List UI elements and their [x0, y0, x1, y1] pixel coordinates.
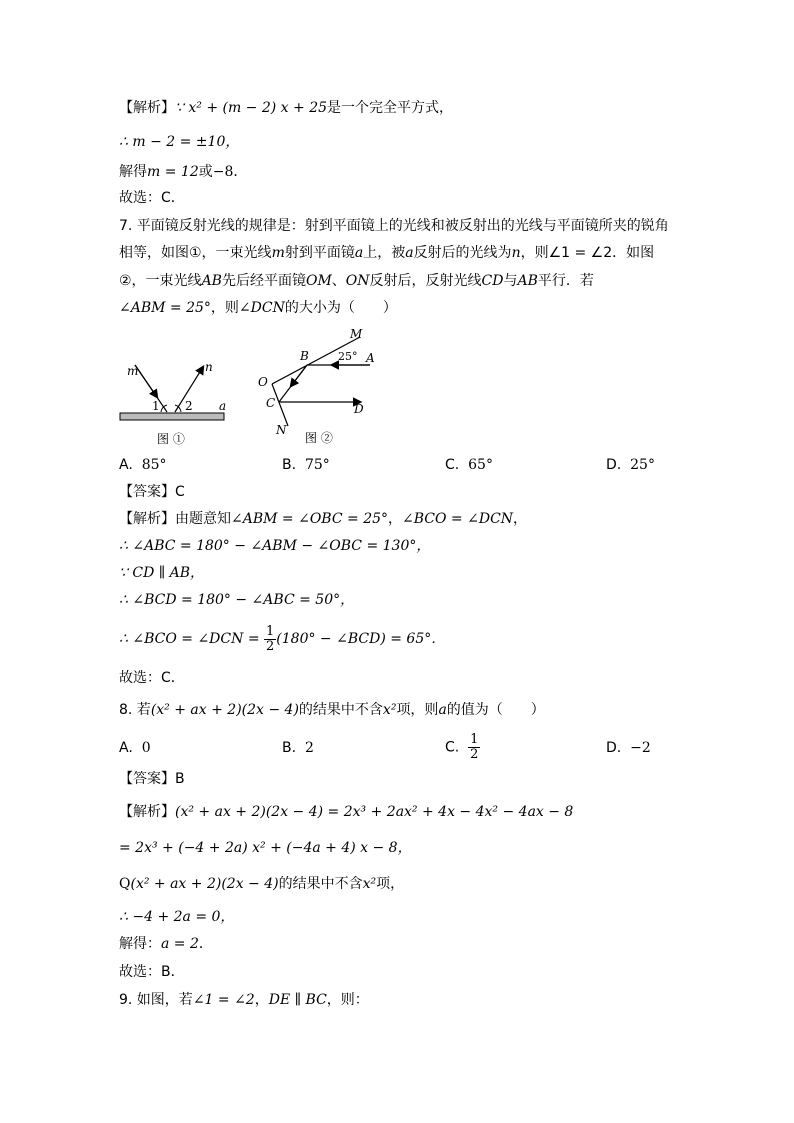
q8-solution-line-4: ∴ −4 + 2a = 0，	[119, 909, 235, 925]
text: ，则：	[326, 992, 369, 1008]
option-letter: B.	[282, 457, 297, 473]
math-expression: ∠ABM = ∠OBC = 25°	[231, 511, 389, 527]
q8-answer-choice: 故选：B．	[119, 964, 185, 980]
q7-stem-line-1: 7. 平面镜反射光线的规律是：射到平面镜上的光线和被反射出的光线与平面镜所夹的锐角	[119, 218, 669, 234]
q7-stem-line-4	[119, 298, 397, 318]
math-expression: (x² + ax + 2)(2x − 4) = 2x³ + 2ax² + 4x − 4x² − 4ax − 8	[175, 804, 574, 820]
text: ，	[254, 992, 269, 1008]
text: ，则∠1 = ∠2．如图	[520, 245, 655, 261]
text: 先后经平面镜	[221, 273, 306, 289]
option-value: 25°	[630, 457, 655, 473]
q9-stem	[119, 990, 369, 1010]
q8-option-b[interactable]	[282, 738, 314, 758]
q7-option-c[interactable]	[445, 455, 493, 475]
figure-2-caption: 图 ②	[305, 431, 333, 445]
q8-option-d[interactable]	[606, 738, 651, 758]
q7-solution-line-2: ∴ ∠ABC = 180° − ∠ABM − ∠OBC = 130°，	[119, 538, 431, 554]
q8-option-c[interactable]	[445, 733, 480, 762]
q7-solution-line-3: ∵ CD ∥ AB，	[119, 565, 205, 581]
prev-answer-choice: 故选：C．	[119, 190, 185, 206]
q7-answer: 【答案】C	[119, 484, 185, 500]
label-B: B	[300, 349, 309, 363]
fraction-one-half	[264, 625, 276, 654]
label-n: n	[205, 360, 213, 374]
numerator: 1	[470, 732, 479, 747]
solution-tag: 【解析】	[119, 100, 175, 116]
label-D: D	[354, 402, 364, 416]
math-expression: ∠DCN	[238, 300, 285, 316]
denominator: 2	[266, 638, 275, 654]
q7-option-b[interactable]	[282, 455, 330, 475]
numerator: 1	[266, 623, 275, 639]
q7-option-d[interactable]	[606, 455, 655, 475]
text: 解得：	[119, 936, 161, 952]
math-expression: AB	[517, 273, 538, 289]
math-expression: ∵ x² + (m − 2) x + 25	[175, 100, 328, 116]
figure-1-caption: 图 ①	[157, 432, 185, 446]
math-expression: ∠ABM = 25°	[119, 300, 211, 316]
q7-solution-line-5	[119, 622, 445, 656]
q8-solution-line-2: = 2x³ + (−4 + 2a) x² + (−4a + 4) x − 8，	[119, 840, 412, 856]
text: ．	[198, 936, 213, 952]
label-N: N	[276, 423, 287, 437]
q7-stem-line-3	[119, 271, 594, 291]
math-expression: OM	[305, 273, 332, 289]
fraction-one-half	[468, 733, 480, 762]
math-expression: (180° − ∠BCD) = 65°．	[276, 631, 446, 647]
math-expression: a	[438, 702, 447, 718]
text: 的结果中不含	[298, 702, 383, 718]
option-letter: A.	[119, 457, 133, 473]
text: ，	[388, 511, 403, 527]
math-expression: ∠1 = ∠2	[192, 992, 255, 1008]
option-letter: C.	[445, 457, 460, 473]
math-expression: m	[271, 245, 285, 261]
option-letter: A.	[119, 740, 133, 756]
denominator: 2	[470, 747, 479, 762]
label-1: 1	[152, 399, 160, 413]
math-expression: (x² + ax + 2)(2x − 4)	[130, 876, 279, 892]
option-letter: C.	[445, 739, 460, 756]
prev-solution-line-1	[119, 98, 453, 118]
math-expression: x²	[362, 876, 377, 892]
text: 由题意知	[175, 511, 231, 527]
option-value: 75°	[304, 457, 330, 473]
text: ，	[513, 511, 528, 527]
text: ②，一束光线	[119, 273, 202, 289]
option-value: 2	[304, 740, 314, 756]
math-expression: n	[511, 245, 521, 261]
option-value: −2	[630, 740, 651, 756]
text: 与	[503, 273, 518, 289]
option-value: 0	[141, 740, 151, 756]
text: 上，被	[363, 245, 406, 261]
math-expression: −8．	[212, 164, 248, 180]
text: 项，则	[396, 702, 439, 718]
solution-tag: 【解析】	[119, 511, 175, 527]
math-expression: AB	[201, 273, 222, 289]
q8-solution-line-3	[119, 874, 404, 894]
because-symbol: Q	[119, 876, 131, 892]
q8-solution-line-1	[119, 802, 573, 822]
math-expression: (x² + ax + 2)(2x − 4)	[150, 702, 299, 718]
text: 相等，如图①，一束光线	[119, 245, 272, 261]
text: 、	[331, 273, 346, 289]
option-letter: D.	[606, 740, 622, 756]
q8-stem	[119, 700, 545, 720]
q7-solution-line-4: ∴ ∠BCD = 180° − ∠ABC = 50°，	[119, 592, 355, 608]
q8-answer: 【答案】B	[119, 771, 185, 787]
label-C: C	[266, 396, 276, 410]
text: 9. 如图，若	[119, 992, 193, 1008]
mirror-a	[120, 413, 224, 420]
label-m: m	[127, 364, 139, 378]
option-value: 85°	[141, 457, 167, 473]
math-expression: ON	[345, 273, 370, 289]
q7-answer-choice: 故选：C．	[119, 670, 185, 686]
label-O: O	[258, 375, 268, 389]
label-M: M	[350, 327, 363, 341]
q8-solution-line-5	[119, 934, 213, 954]
text: 射到平面镜	[284, 245, 355, 261]
text: 8. 若	[119, 702, 151, 718]
math-expression: a	[354, 245, 364, 261]
label-a: a	[219, 399, 227, 413]
text: 是一个完全平方式，	[327, 100, 454, 116]
text: 的结果中不含	[278, 876, 363, 892]
text: ，则	[210, 300, 239, 316]
prev-solution-line-3	[119, 162, 247, 182]
q7-stem-line-2	[119, 243, 654, 263]
text: 的值为（ ）	[446, 702, 545, 718]
math-expression: ∴ ∠BCO = ∠DCN =	[119, 631, 260, 647]
prev-solution-line-2: ∴ m − 2 = ±10，	[119, 134, 240, 150]
text: 平行．若	[537, 273, 594, 289]
q7-option-a[interactable]	[119, 455, 167, 475]
text: 反射后的光线为	[413, 245, 512, 261]
ray-bc-arrow	[291, 365, 307, 386]
text: 反射后，反射光线	[369, 273, 482, 289]
q7-solution-line-1	[119, 509, 527, 529]
solution-tag: 【解析】	[119, 804, 175, 820]
math-expression: a = 2	[161, 936, 199, 952]
text: 的大小为（ ）	[284, 300, 397, 316]
math-expression: CD	[481, 273, 504, 289]
option-letter: B.	[282, 740, 297, 756]
q8-option-a[interactable]	[119, 738, 151, 758]
text: 或	[198, 164, 213, 180]
label-A: A	[366, 351, 375, 365]
math-expression: x²	[382, 702, 397, 718]
option-value: 65°	[468, 457, 493, 473]
math-expression: DE ∥ BC	[268, 992, 327, 1008]
math-expression: a	[405, 245, 414, 261]
text: 解得	[119, 164, 147, 180]
option-letter: D.	[606, 457, 622, 473]
figure-1-mirror-reflection	[115, 355, 235, 450]
label-25-degree: 25°	[338, 350, 358, 363]
text: 项，	[376, 876, 405, 892]
label-2: 2	[185, 399, 193, 413]
figure-2-double-mirror	[250, 322, 380, 447]
math-expression: m = 12	[147, 164, 199, 180]
math-expression: ∠BCO = ∠DCN	[402, 511, 514, 527]
